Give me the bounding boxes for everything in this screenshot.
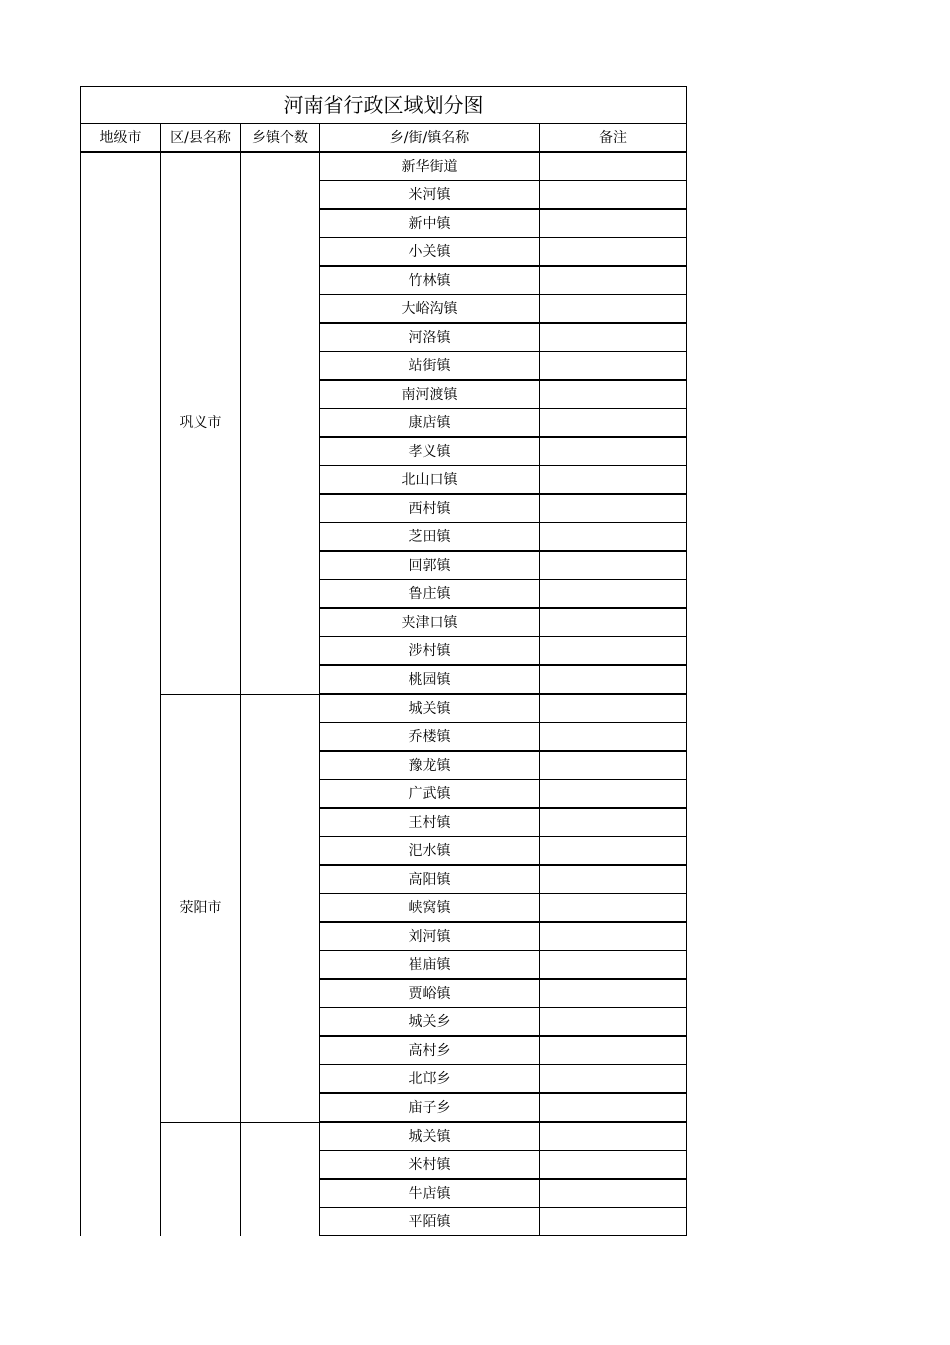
town-name-cell: 乔楼镇: [320, 723, 540, 752]
town-count-cell: [241, 694, 320, 1122]
town-name-cell: 贾峪镇: [320, 979, 540, 1008]
town-name-cell: 城关镇: [320, 694, 540, 723]
note-cell: [540, 295, 687, 324]
header-county: 区/县名称: [161, 124, 241, 153]
town-name-cell: 牛店镇: [320, 1179, 540, 1208]
town-name-cell: 西村镇: [320, 494, 540, 523]
spreadsheet: [80, 86, 686, 1236]
town-name-cell: 孝义镇: [320, 437, 540, 466]
town-name-cell: 鲁庄镇: [320, 580, 540, 609]
note-cell: [540, 152, 687, 181]
note-cell: [540, 1036, 687, 1065]
note-cell: [540, 1122, 687, 1151]
note-cell: [540, 751, 687, 780]
town-name-cell: 小关镇: [320, 238, 540, 267]
note-cell: [540, 466, 687, 495]
town-name-cell: 庙子乡: [320, 1093, 540, 1122]
note-cell: [540, 837, 687, 866]
note-cell: [540, 780, 687, 809]
town-name-cell: 城关乡: [320, 1008, 540, 1037]
note-cell: [540, 551, 687, 580]
town-name-cell: 平陌镇: [320, 1208, 540, 1236]
note-cell: [540, 209, 687, 238]
town-name-cell: 崔庙镇: [320, 951, 540, 980]
note-cell: [540, 238, 687, 267]
county-cell: 荥阳市: [161, 694, 241, 1122]
town-name-cell: 汜水镇: [320, 837, 540, 866]
note-cell: [540, 1208, 687, 1236]
town-name-cell: 米村镇: [320, 1151, 540, 1180]
town-name-cell: 广武镇: [320, 780, 540, 809]
header-city: 地级市: [81, 124, 161, 153]
note-cell: [540, 723, 687, 752]
town-name-cell: 康店镇: [320, 409, 540, 438]
note-cell: [540, 979, 687, 1008]
note-cell: [540, 380, 687, 409]
town-name-cell: 峡窝镇: [320, 894, 540, 923]
note-cell: [540, 894, 687, 923]
town-name-cell: 河洛镇: [320, 323, 540, 352]
county-cell: [161, 1122, 241, 1236]
note-cell: [540, 323, 687, 352]
note-cell: [540, 865, 687, 894]
note-cell: [540, 637, 687, 666]
note-cell: [540, 266, 687, 295]
table-row: [81, 1122, 687, 1151]
town-name-cell: 站街镇: [320, 352, 540, 381]
note-cell: [540, 580, 687, 609]
town-name-cell: 芝田镇: [320, 523, 540, 552]
town-name-cell: 高阳镇: [320, 865, 540, 894]
note-cell: [540, 694, 687, 723]
town-name-cell: 南河渡镇: [320, 380, 540, 409]
town-name-cell: 北邙乡: [320, 1065, 540, 1094]
town-name-cell: 大峪沟镇: [320, 295, 540, 324]
town-name-cell: 新华街道: [320, 152, 540, 181]
note-cell: [540, 665, 687, 694]
town-name-cell: 高村乡: [320, 1036, 540, 1065]
note-cell: [540, 608, 687, 637]
city-cell: [81, 152, 161, 1236]
town-count-cell: [241, 1122, 320, 1236]
town-name-cell: 桃园镇: [320, 665, 540, 694]
note-cell: [540, 523, 687, 552]
town-name-cell: 城关镇: [320, 1122, 540, 1151]
note-cell: [540, 352, 687, 381]
town-name-cell: 新中镇: [320, 209, 540, 238]
town-name-cell: 北山口镇: [320, 466, 540, 495]
note-cell: [540, 922, 687, 951]
note-cell: [540, 1151, 687, 1180]
header-note: 备注: [540, 124, 687, 153]
note-cell: [540, 808, 687, 837]
note-cell: [540, 1093, 687, 1122]
town-name-cell: 回郭镇: [320, 551, 540, 580]
town-name-cell: 豫龙镇: [320, 751, 540, 780]
note-cell: [540, 1065, 687, 1094]
header-town-count: 乡镇个数: [241, 124, 320, 153]
note-cell: [540, 181, 687, 210]
town-name-cell: 刘河镇: [320, 922, 540, 951]
town-name-cell: 王村镇: [320, 808, 540, 837]
town-name-cell: 米河镇: [320, 181, 540, 210]
note-cell: [540, 409, 687, 438]
division-table: [80, 86, 687, 1236]
note-cell: [540, 951, 687, 980]
town-name-cell: 夹津口镇: [320, 608, 540, 637]
table-row: [81, 152, 687, 181]
town-name-cell: 涉村镇: [320, 637, 540, 666]
note-cell: [540, 1008, 687, 1037]
note-cell: [540, 1179, 687, 1208]
town-count-cell: [241, 152, 320, 694]
note-cell: [540, 437, 687, 466]
table-row: [81, 694, 687, 723]
header-town-name: 乡/街/镇名称: [320, 124, 540, 153]
county-cell: 巩义市: [161, 152, 241, 694]
note-cell: [540, 494, 687, 523]
town-name-cell: 竹林镇: [320, 266, 540, 295]
table-title: 河南省行政区域划分图: [81, 87, 687, 124]
